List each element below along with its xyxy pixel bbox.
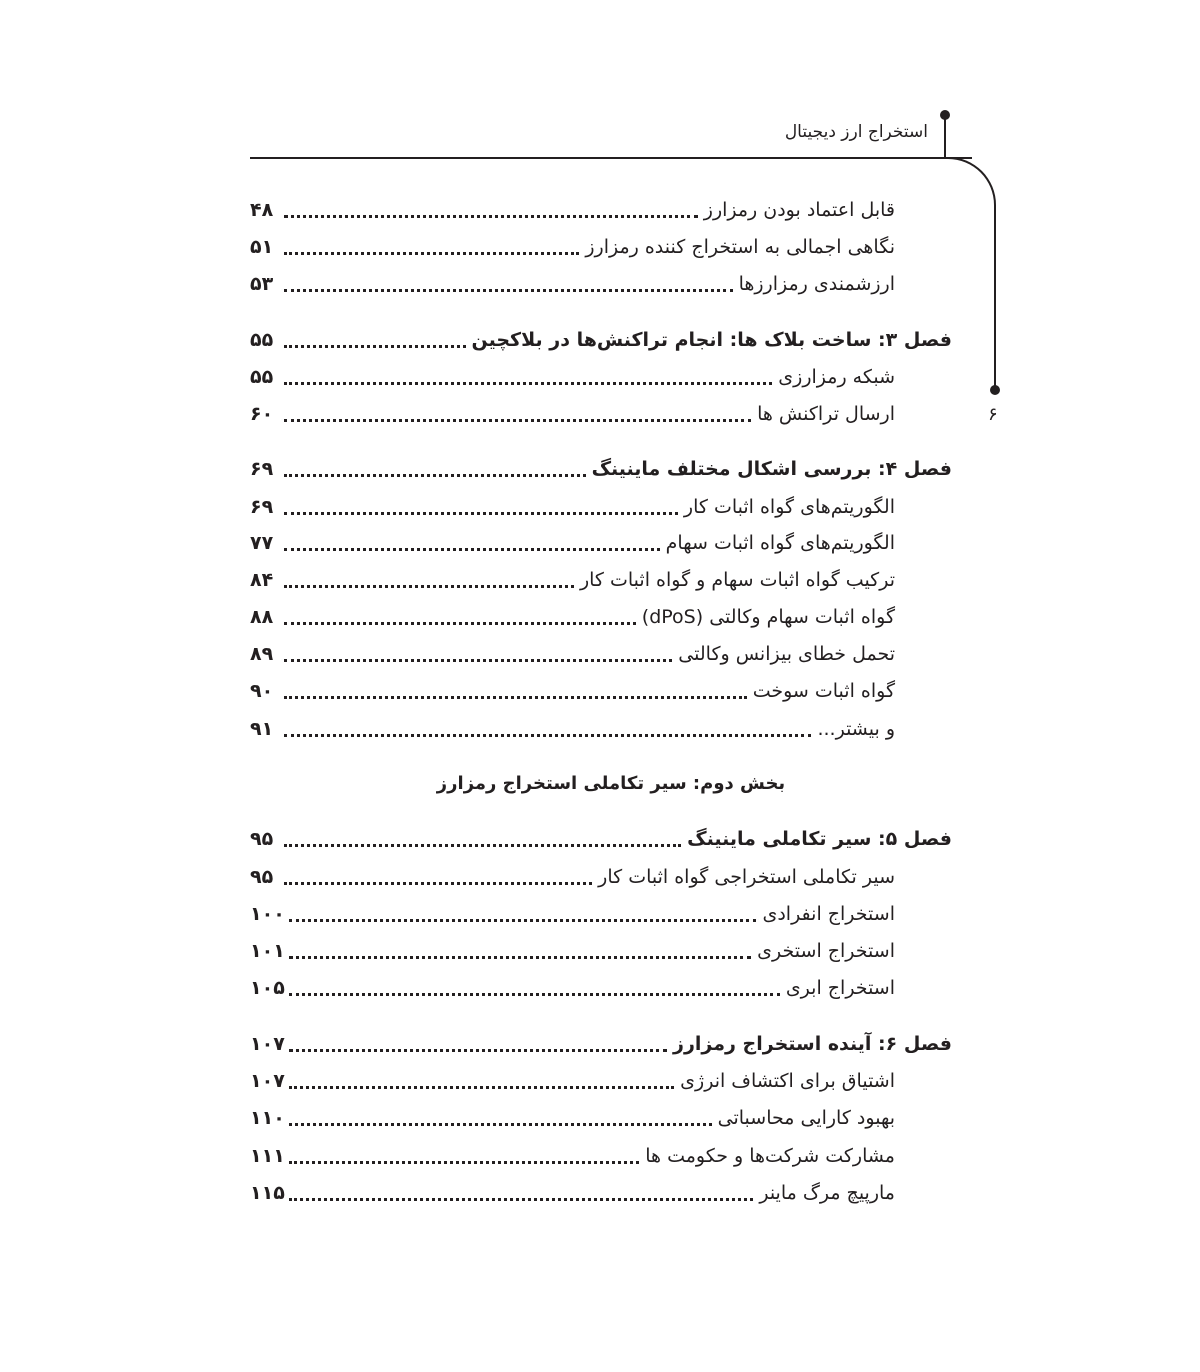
toc-chapter-label: فصل ۵: سیر تکاملی ماینینگ	[687, 828, 952, 850]
header-dot	[940, 110, 950, 120]
toc-entry-page: ۴۸	[250, 199, 274, 221]
toc-entry	[250, 935, 895, 967]
dot-leader	[284, 474, 586, 477]
toc-entry-label: استخراج استخری	[757, 940, 895, 962]
side-rule	[994, 205, 996, 388]
toc-entry-label: و بیشتر...	[817, 718, 895, 740]
dot-leader	[289, 1161, 639, 1164]
toc-entry-page: ۹۰	[250, 680, 274, 702]
toc-chapter	[250, 1028, 952, 1060]
dot-leader	[289, 956, 751, 959]
toc-entry-label: استخراج انفرادی	[762, 903, 895, 925]
header-corner-curve	[946, 157, 996, 207]
toc-entry-page: ۹۵	[250, 866, 274, 888]
toc-entry-label: الگوریتم‌های گواه اثبات سهام	[665, 532, 895, 554]
toc-entry-label: شبکه رمزارزی	[778, 366, 895, 388]
toc-entry	[250, 638, 895, 670]
toc-entry	[250, 527, 895, 559]
toc-entry	[250, 361, 895, 393]
dot-leader	[284, 512, 678, 515]
toc-entry-page: ۶۹	[250, 496, 274, 518]
dot-leader	[289, 993, 780, 996]
dot-leader	[289, 1123, 712, 1126]
dot-leader	[284, 289, 733, 292]
toc-entry	[250, 675, 895, 707]
dot-leader	[284, 419, 751, 422]
toc-entry	[250, 898, 895, 930]
toc-entry	[250, 194, 895, 226]
toc-entry	[250, 601, 895, 633]
toc-entry-label: نگاهی اجمالی به استخراج کننده رمزارز	[585, 236, 895, 258]
dot-leader	[284, 882, 592, 885]
toc-chapter-label: فصل ۶: آینده استخراج رمزارز	[673, 1033, 952, 1055]
toc-entry-page: ۱۰۷	[250, 1070, 285, 1092]
toc-entry-label: قابل اعتماد بودن رمزارز	[703, 199, 895, 221]
dot-leader	[284, 696, 747, 699]
toc-chapter	[250, 324, 952, 356]
toc-entry	[250, 972, 895, 1004]
toc-entry-label: استخراج ابری	[785, 977, 895, 999]
toc-entry-label: تحمل خطای بیزانس وکالتی	[678, 643, 895, 665]
dot-leader	[284, 659, 672, 662]
toc-entry-page: ۱۱۱	[250, 1145, 285, 1167]
dot-leader	[289, 1086, 674, 1089]
toc-entry-label: اشتیاق برای اکتشاف انرژی	[680, 1070, 895, 1092]
toc-entry	[250, 491, 895, 523]
dot-leader	[284, 382, 772, 385]
toc-entry	[250, 1177, 895, 1209]
header-tick	[944, 115, 946, 157]
toc-entry-label: الگوریتم‌های گواه اثبات کار	[683, 496, 895, 518]
dot-leader	[284, 622, 636, 625]
toc-entry-page: ۷۷	[250, 532, 274, 554]
toc-chapter-page: ۶۹	[250, 458, 274, 480]
toc-entry-label: مارپیچ مرگ ماینر	[759, 1182, 895, 1204]
toc-chapter-page: ۹۵	[250, 828, 274, 850]
dot-leader	[284, 548, 660, 551]
dot-leader	[284, 215, 698, 218]
toc-entry-page: ۵۱	[250, 236, 274, 258]
dot-leader	[284, 844, 681, 847]
toc-entry	[250, 1102, 895, 1134]
toc-chapter-page: ۱۰۷	[250, 1033, 285, 1055]
toc-entry	[250, 268, 895, 300]
toc-entry-label: مشارکت شرکت‌ها و حکومت ها	[645, 1145, 895, 1167]
dot-leader	[289, 1198, 754, 1201]
dot-leader	[284, 252, 579, 255]
dot-leader	[284, 585, 574, 588]
running-title: استخراج ارز دیجیتال	[784, 122, 928, 142]
toc-entry-page: ۱۰۱	[250, 940, 285, 962]
header-rule	[250, 157, 972, 159]
dot-leader	[289, 1049, 667, 1052]
toc-entry	[250, 861, 895, 893]
toc-chapter	[250, 823, 952, 855]
toc-chapter-label: فصل ۴: بررسی اشکال مختلف ماینینگ	[591, 458, 952, 480]
toc-chapter	[250, 453, 952, 485]
toc-entry-label: ارزشمندی رمزارزها	[738, 273, 895, 295]
toc-entry	[250, 713, 895, 745]
toc-entry	[250, 1065, 895, 1097]
toc-entry-label: ارسال تراکنش ها	[757, 403, 895, 425]
toc-entry-page: ۱۱۰	[250, 1107, 285, 1129]
page-number: ۶	[988, 404, 998, 425]
dot-leader	[289, 919, 757, 922]
dot-leader	[284, 345, 466, 348]
dot-leader	[284, 734, 811, 737]
toc-entry-label: ترکیب گواه اثبات سهام و گواه اثبات کار	[579, 569, 895, 591]
toc-entry	[250, 564, 895, 596]
toc-entry-page: ۶۰	[250, 403, 274, 425]
toc-entry-page: ۵۵	[250, 366, 274, 388]
toc-entry-page: ۸۸	[250, 606, 274, 628]
toc-entry	[250, 1140, 895, 1172]
part-heading: بخش دوم: سیر تکاملی استخراج رمزارز	[436, 773, 786, 794]
toc-entry-page: ۵۳	[250, 273, 274, 295]
toc-entry-page: ۸۹	[250, 643, 274, 665]
toc-chapter-label: فصل ۳: ساخت بلاک ها: انجام تراکنش‌ها در بلاکچین	[471, 329, 952, 351]
toc-entry	[250, 231, 895, 263]
toc-entry	[250, 398, 895, 430]
side-dot	[990, 385, 1000, 395]
toc-entry-label: سیر تکاملی استخراجی گواه اثبات کار	[598, 866, 895, 888]
toc-entry-page: ۱۱۵	[250, 1182, 285, 1204]
toc-entry-label: گواه اثبات سهام وکالتی (dPoS)	[641, 606, 895, 628]
toc-entry-label: گواه اثبات سوخت	[752, 680, 895, 702]
toc-entry-page: ۹۱	[250, 718, 274, 740]
toc-entry-page: ۱۰۰	[250, 903, 285, 925]
toc-entry-label: بهبود کارایی محاسباتی	[717, 1107, 895, 1129]
toc-entry-page: ۸۴	[250, 569, 274, 591]
toc-chapter-page: ۵۵	[250, 329, 274, 351]
toc-entry-page: ۱۰۵	[250, 977, 285, 999]
